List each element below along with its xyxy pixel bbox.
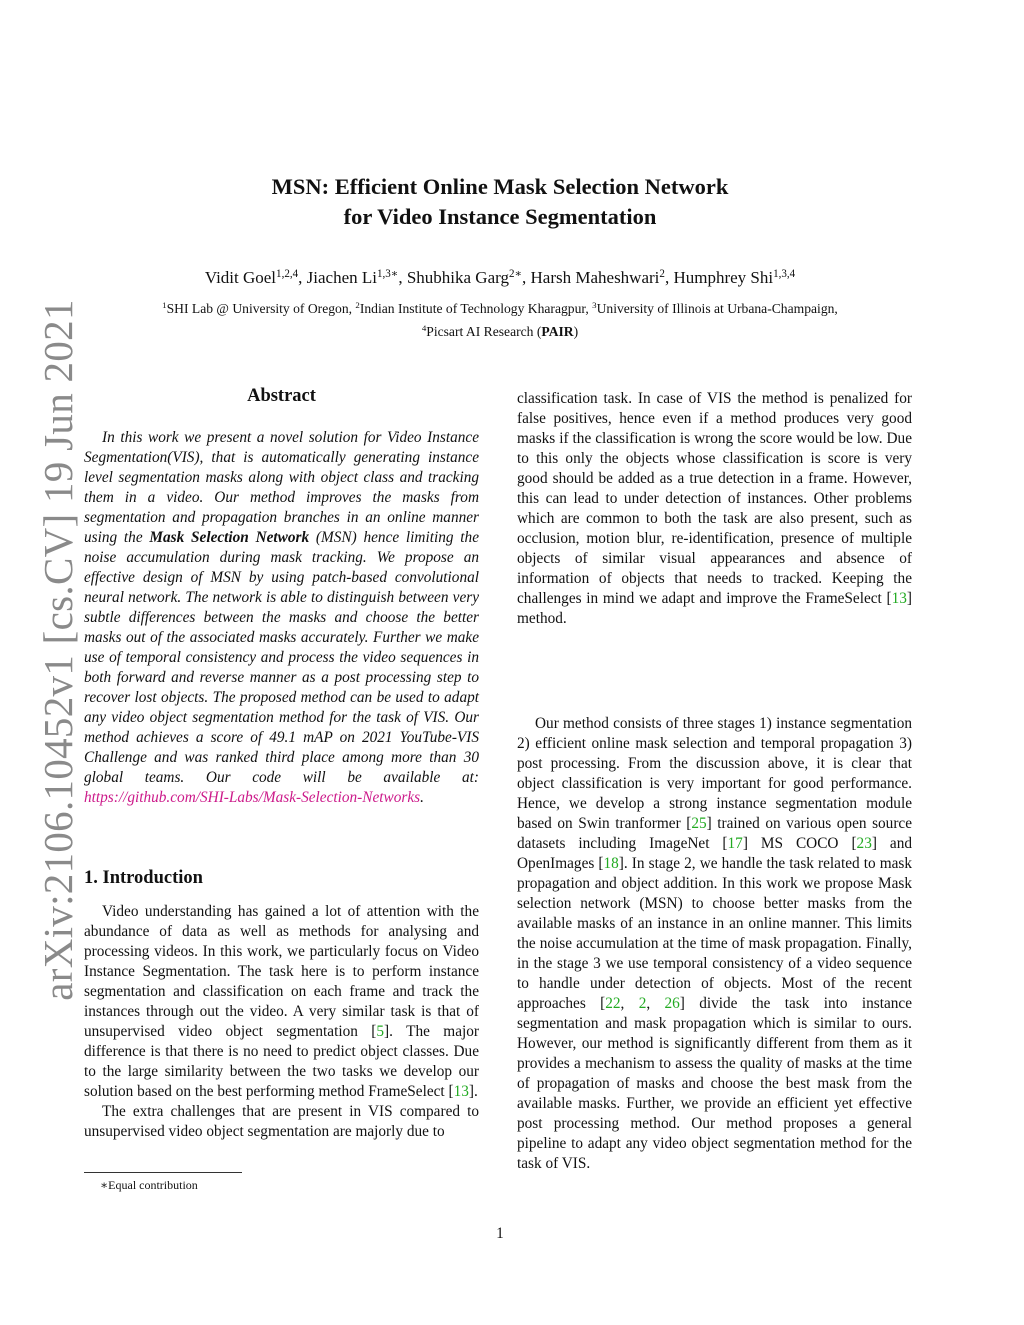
affiliation-mark: 2: [355, 300, 360, 311]
intro-paragraph-2: The extra challenges that are present in VIS compared to unsupervised video object segmentation are majorly due to: [84, 1103, 479, 1140]
body-text: ] method.: [517, 590, 912, 627]
author-name: Humphrey Shi: [673, 268, 774, 287]
affiliation-text: University of Illinois at Urbana-Champaign,: [596, 301, 838, 316]
body-text: Our method consists of three stages 1) instance segmentation 2) efficient online mask selection and temporal propagation 3) post processing. From the discussion above, it is clear that object classification is very important for good performance. Hence, we develop a strong instance segmentation module based on Swin tranformer [: [517, 715, 912, 832]
right-column-paragraph-1: [517, 389, 912, 629]
title-line-1: MSN: Efficient Online Mask Selection Network: [271, 174, 729, 199]
intro-text: ]. The major difference is that there is no need to predict object classes. Due to the large similarity between the two tasks we develop our solution based on the best performing method FrameSelect [: [84, 1023, 479, 1100]
affiliation-line-1: [0, 297, 1000, 320]
affiliation-line-2: [0, 320, 1000, 343]
body-text: ] trained on various open source datasets including ImageNet [: [517, 815, 912, 852]
citation-link[interactable]: 2: [638, 995, 647, 1012]
right-paragraph: [517, 389, 912, 629]
footnote-rule: [84, 1172, 242, 1173]
intro-text: ].: [468, 1083, 478, 1100]
introduction-heading: 1. Introduction: [84, 868, 203, 888]
page-number: 1: [496, 1225, 504, 1242]
body-text: ] MS COCO [: [742, 835, 857, 852]
abstract-text: .: [420, 789, 424, 806]
arxiv-identifier-stamp: arXiv:2106.10452v1 [cs.CV] 19 Jun 2021: [35, 299, 81, 1001]
footnote: ∗Equal contribution: [100, 1178, 198, 1192]
affiliation-mark: 1: [162, 300, 167, 311]
affiliation-text: Indian Institute of Technology Kharagpur,: [359, 301, 593, 316]
body-text: ] divide the task into instance segmentation and mask propagation which is similar to ours. However, our method is significantly different from them as it provides a mechanism to assess the quality of masks at the time of propagation of masks and choose the best mask from the available masks. Further, we provide an efficient yet effective post processing method. Our method proposes a general pipeline to adapt any video object segmentation method for the task of VIS.: [517, 995, 913, 1172]
author-affiliation-mark: 1,3,4: [773, 267, 796, 280]
citation-link[interactable]: 18: [603, 855, 619, 872]
right-paragraph: [517, 714, 912, 1174]
citation-link[interactable]: 26: [664, 995, 680, 1012]
body-text: ]. In stage 2, we handle the task related to mask propagation and object addition. In this work we propose Mask selection network (MSN) to choose better masks from the available masks of an instance in an online manner. This limits the noise accumulation at the time of mask propagation. Finally, in the stage 3 we use temporal consistency of a video sequence to handle under detection of objects. Most of the recent approaches [: [517, 855, 912, 1012]
abstract-heading: Abstract: [247, 386, 316, 406]
author-list: Vidit Goel$^{1,2,4}$, Jiachen $Li^{1,3∗}$, Shubhika Garg$^{2∗}$, Harsh Maheshwari$^2$, Humphrey Shi$^{1,3,4}$: [204, 267, 796, 287]
title-line-2: for Video Instance Segmentation: [343, 204, 657, 229]
affiliation-acronym: PAIR: [541, 324, 574, 339]
body-text: ] and OpenImages [: [517, 835, 912, 872]
affiliations: [0, 297, 1000, 343]
citation-link[interactable]: 13: [891, 590, 907, 607]
citation-link[interactable]: 17: [727, 835, 743, 852]
right-column-paragraph-2: [517, 714, 912, 1174]
author-affiliation-mark: 1,3∗: [376, 267, 399, 280]
author-affiliation-mark: 2: [659, 267, 665, 280]
citation-link[interactable]: 23: [856, 835, 872, 852]
abstract-text: In this work we present a novel solution for Video Instance Segmentation(VIS), that is automatically generating instance level segmentation masks along with object class and tracking them in a video. Our method improves the masks from segmentation and propagation branches in an online manner using the: [84, 429, 479, 546]
author-affiliation-mark: 2∗: [508, 267, 523, 280]
author-name: Harsh Maheshwari: [530, 268, 660, 287]
citation-link[interactable]: 22: [605, 995, 621, 1012]
affiliation-text: ): [573, 324, 579, 339]
abstract-bold-term: Mask Selection Network: [149, 529, 310, 546]
affiliation-mark: 4: [421, 323, 427, 334]
intro-paragraph-1: [84, 902, 479, 1102]
code-repository-link[interactable]: https://github.com/SHI-Labs/Mask-Selection-Networks: [84, 789, 421, 806]
affiliation-text: SHI Lab @ University of Oregon,: [166, 301, 356, 316]
author-name: Vidit Goel: [204, 268, 277, 287]
citation-link[interactable]: 13: [453, 1083, 469, 1100]
body-text: classification task. In case of VIS the method is penalized for false positives, hence even if a method produces very good masks if the classification is wrong the score would be low. Due to this only the objects whose classification is score is very good should be added as a true detection in a frame. However, this can lead to under detection of instances. Other problems which are common to both the task are also present, such as occlusion, motion blur, re-identification, presence of multiple objects of similar visual appearances and absence of information of objects that needs to tracked. Keeping the challenges in mind we adapt and improve the FrameSelect [: [517, 390, 912, 607]
citation-link[interactable]: 5: [376, 1023, 385, 1040]
author-name: Shubhika Garg: [406, 268, 509, 287]
introduction-body: [84, 902, 479, 1142]
affiliation-text: Picsart AI Research (: [426, 324, 542, 339]
affiliation-mark: 3: [592, 300, 597, 311]
author-affiliation-mark: 1,2,4: [276, 267, 299, 280]
paper-title: [0, 172, 1000, 232]
abstract-body: [84, 428, 479, 808]
body-text: ,: [620, 995, 639, 1012]
abstract-text: (MSN) hence limiting the noise accumulation during mask tracking. We propose an effective design of MSN by using patch-based convolutional neural network. The network is able to distinguish between very subtle differences between the masks and choose the better masks out of the associated masks accurately. Further we make use of temporal consistency and process the video sequences in both forward and reverse manner as a post processing step to recover lost objects. The proposed method can be used to adapt any video object segmentation method for the task of VIS. Our method achieves a score of 49.1 mAP on 2021 YouTube-VIS Challenge and was ranked third place among more than 30 global teams. Our code will be available at:: [84, 529, 479, 786]
author-name: Jiachen Li: [306, 268, 377, 287]
intro-text: Video understanding has gained a lot of attention with the abundance of data as well as methods for analysing and processing videos. In this work, we particularly focus on Video Instance Segmentation. The task here is to perform instance segmentation and classification on each frame and track the instances through out the video. A very similar task is that of unsupervised video object segmentation [: [84, 903, 479, 1040]
citation-link[interactable]: 25: [691, 815, 707, 832]
body-text: ,: [646, 995, 665, 1012]
